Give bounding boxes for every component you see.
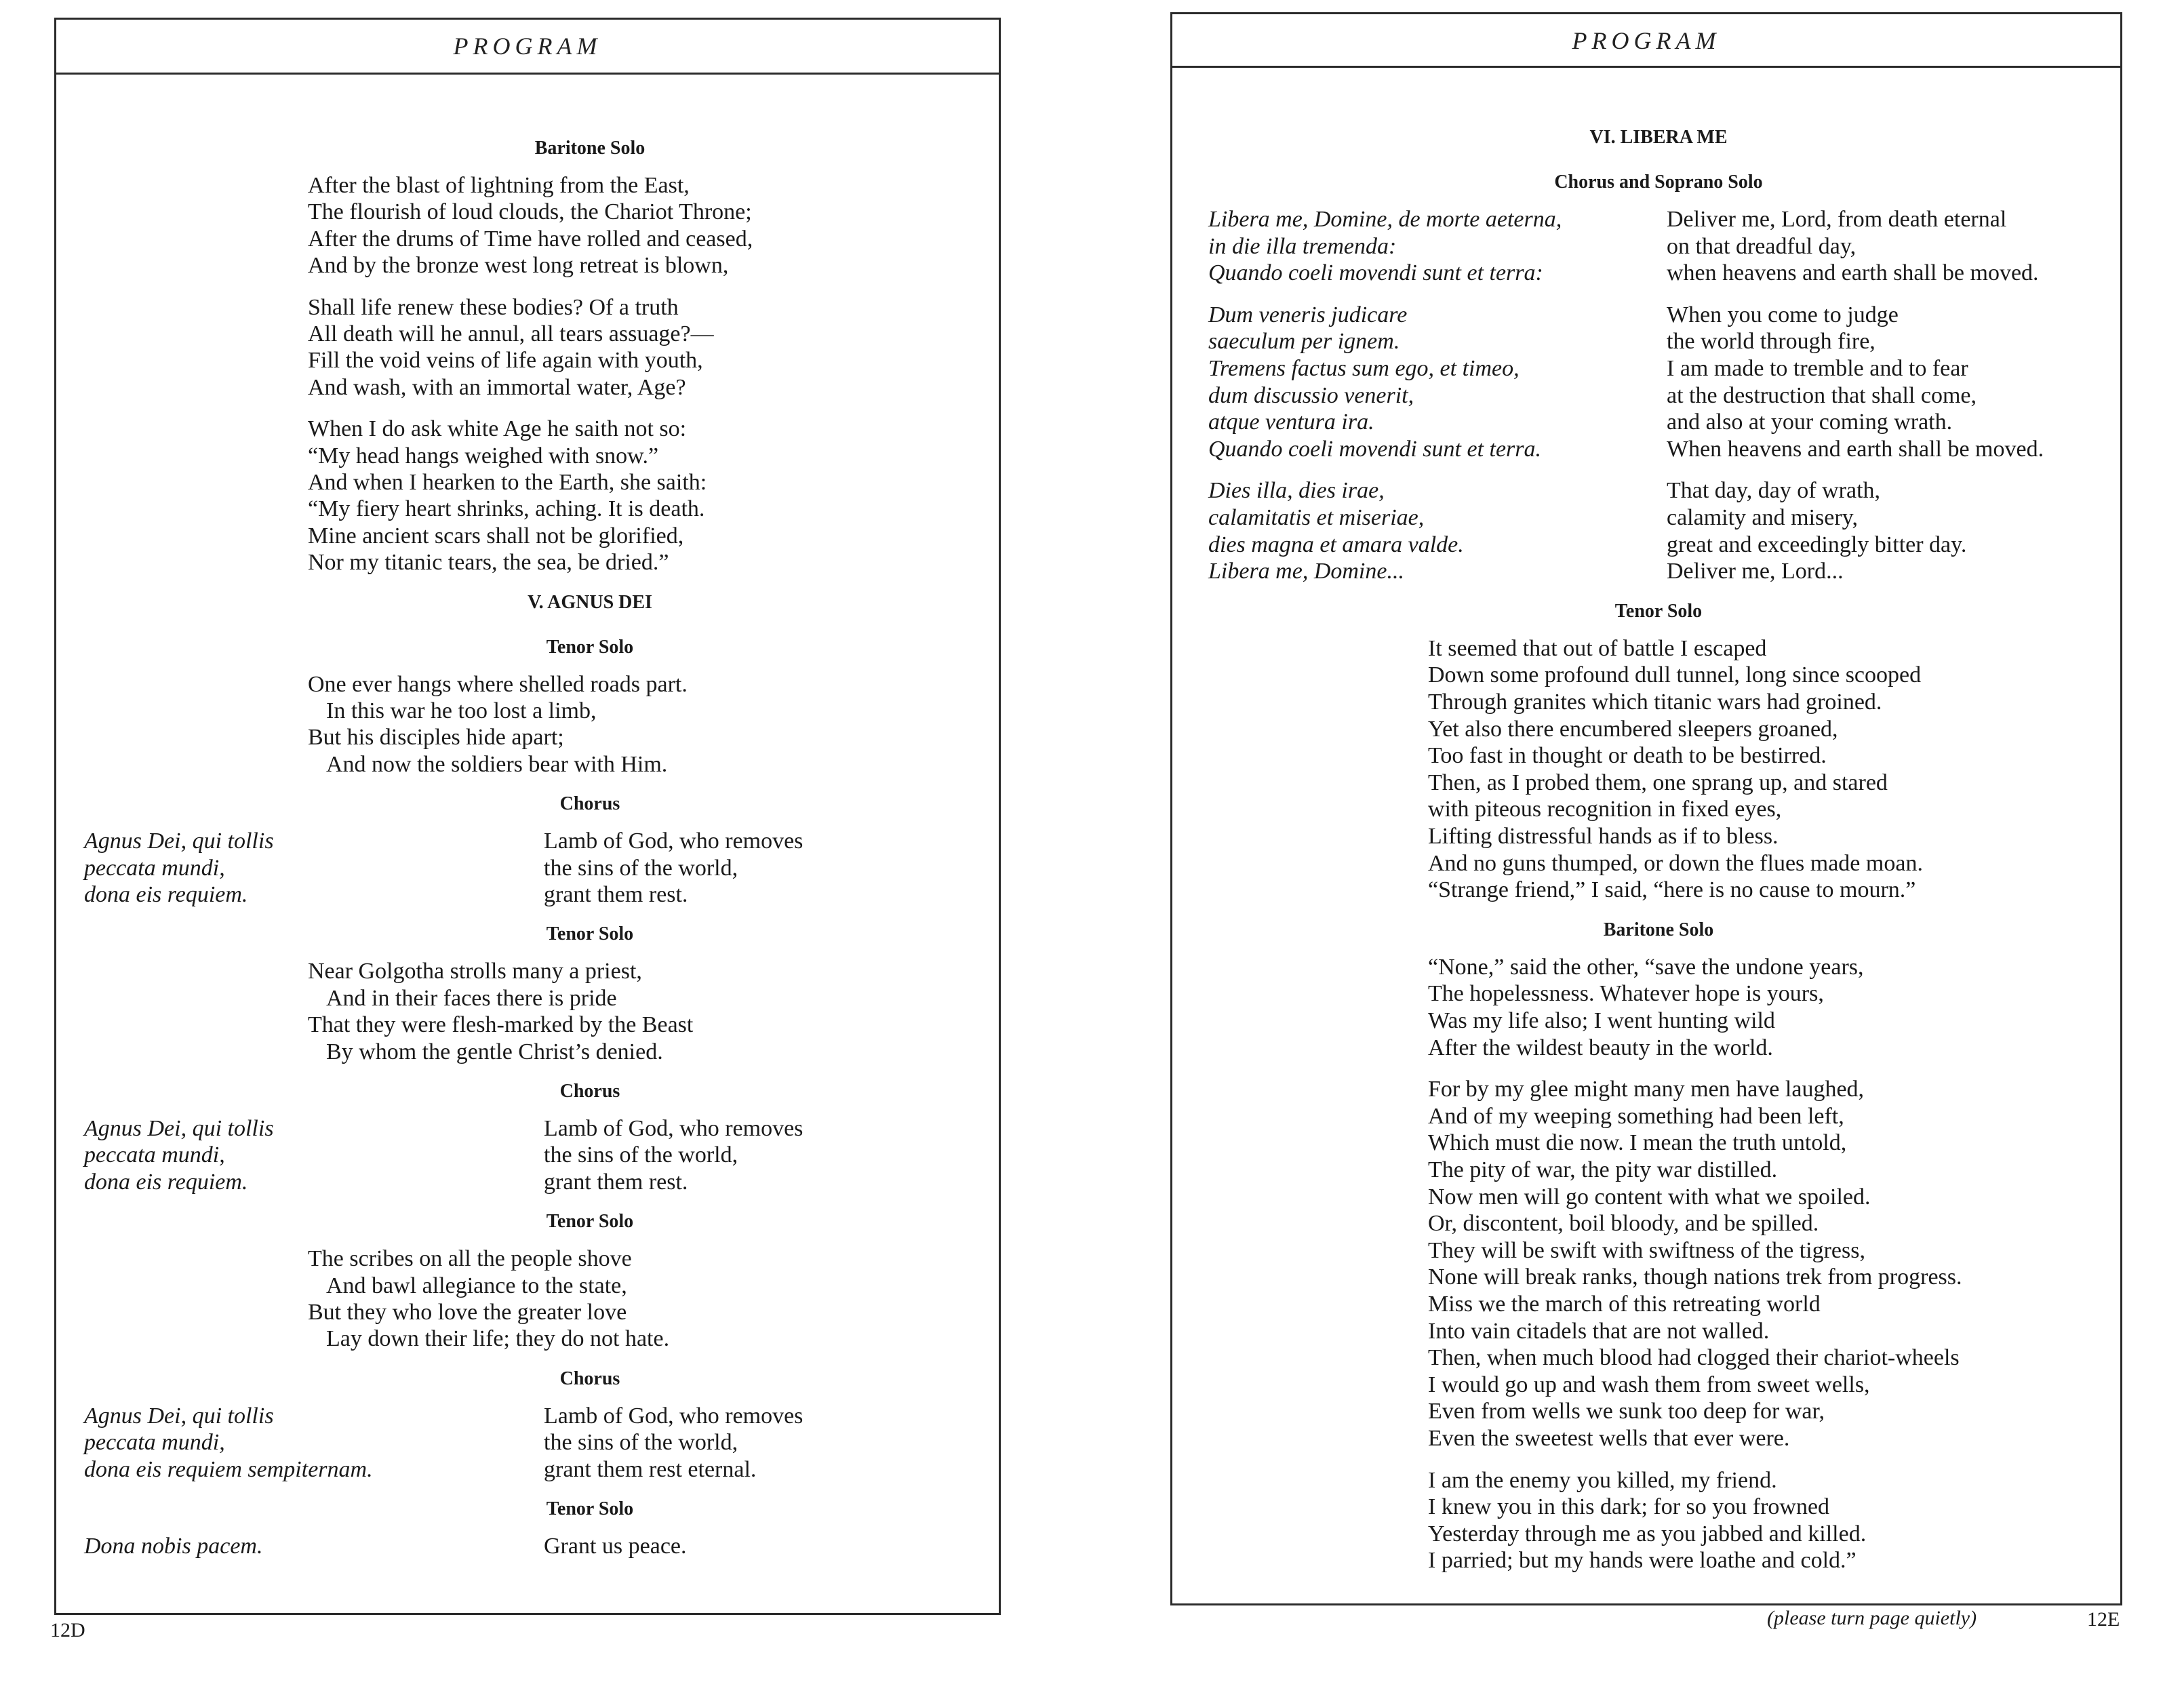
latin-line: saeculum per ignem. (1208, 329, 1400, 355)
section-heading: VI. LIBERA ME (1589, 127, 1728, 148)
latin-line: dona eis requiem. (84, 882, 248, 907)
poem-line: The hopelessness. Whatever hope is yours, (1428, 981, 1824, 1007)
poem-line: Yesterday through me as you jabbed and killed. (1428, 1521, 1867, 1546)
poem-line: “None,” said the other, “save the undone years, (1428, 954, 1864, 980)
poem-line: And bawl allegiance to the state, (326, 1273, 627, 1298)
poem-line: Mine ancient scars shall not be glorified, (308, 523, 684, 548)
poem-line: The pity of war, the pity war distilled. (1428, 1157, 1778, 1182)
latin-line: dona eis requiem sempiternam. (84, 1456, 373, 1482)
english-line: Grant us peace. (544, 1534, 687, 1559)
poem-line: Which must die now. I mean the truth untold, (1428, 1130, 1847, 1156)
english-line: the sins of the world, (544, 855, 738, 881)
poem-line: Miss we the march of this retreating world (1428, 1292, 1821, 1317)
english-line: Lamb of God, who removes (544, 1403, 803, 1429)
section-heading: Tenor Solo (546, 923, 634, 945)
latin-line: Agnus Dei, qui tollis (84, 1116, 274, 1141)
poem-line: “My fiery heart shrinks, aching. It is death. (308, 496, 705, 522)
latin-line: peccata mundi, (84, 855, 225, 881)
poem-line: When I do ask white Age he saith not so: (308, 416, 687, 442)
latin-line: dies magna et amara valde. (1208, 532, 1464, 557)
latin-line: Quando coeli movendi sunt et terra: (1208, 260, 1543, 286)
english-line: When heavens and earth shall be moved. (1667, 436, 2044, 462)
poem-line: And by the bronze west long retreat is blown, (308, 253, 729, 279)
latin-line: Agnus Dei, qui tollis (84, 1403, 274, 1429)
english-line: when heavens and earth shall be moved. (1667, 260, 2039, 286)
section-heading: Tenor Solo (546, 1211, 634, 1233)
poem-line: Down some profound dull tunnel, long since scooped (1428, 662, 1922, 688)
poem-line: Too fast in thought or death to be bestirred. (1428, 743, 1827, 769)
english-line: on that dreadful day, (1667, 233, 1857, 259)
poem-line: Lifting distressful hands as if to bless. (1428, 824, 1779, 849)
poem-line: And in their faces there is pride (326, 985, 617, 1011)
section-heading: Chorus (559, 793, 620, 815)
left-page-header: PROGRAM (453, 33, 602, 60)
poem-line: Shall life renew these bodies? Of a truth (308, 294, 679, 320)
english-line: Deliver me, Lord, from death eternal (1667, 207, 2007, 232)
english-line: Lamb of God, who removes (544, 828, 803, 854)
english-line: the sins of the world, (544, 1430, 738, 1456)
poem-line: All death will he annul, all tears assuage?— (308, 321, 714, 346)
latin-line: in die illa tremenda: (1208, 233, 1397, 259)
latin-line: calamitatis et miseriae, (1208, 505, 1425, 530)
poem-line: Into vain citadels that are not walled. (1428, 1318, 1770, 1344)
poem-line: Or, discontent, boil bloody, and be spilled. (1428, 1211, 1819, 1237)
english-line: great and exceedingly bitter day. (1667, 532, 1967, 557)
poem-line: For by my glee might many men have laughed, (1428, 1077, 1865, 1102)
latin-line: Libera me, Domine, de morte aeterna, (1208, 207, 1562, 232)
poem-line: And when I hearken to the Earth, she saith: (308, 470, 707, 495)
section-heading: Chorus (559, 1081, 620, 1102)
section-heading: Tenor Solo (546, 1498, 634, 1519)
poem-line: The scribes on all the people shove (308, 1246, 632, 1272)
poem-line: They will be swift with swiftness of the tigress, (1428, 1237, 1865, 1263)
poem-line: Near Golgotha strolls many a priest, (308, 959, 642, 984)
english-line: the world through fire, (1667, 329, 1875, 355)
poem-line: Then, as I probed them, one sprang up, and stared (1428, 770, 1888, 795)
poem-line: But they who love the greater love (308, 1300, 627, 1325)
poem-line: And no guns thumped, or down the flues made moan. (1428, 850, 1923, 876)
english-line: the sins of the world, (544, 1142, 738, 1168)
section-heading: Baritone Solo (1603, 919, 1714, 940)
latin-line: atque ventura ira. (1208, 410, 1374, 435)
english-line: I am made to tremble and to fear (1667, 356, 1968, 381)
latin-line: peccata mundi, (84, 1430, 225, 1456)
section-heading: Tenor Solo (546, 636, 634, 658)
poem-line: “My head hangs weighed with snow.” (308, 443, 659, 468)
section-heading: Baritone Solo (534, 138, 646, 159)
turn-page-note: (please turn page quietly) (1767, 1607, 1977, 1629)
poem-line: None will break ranks, though nations trek from progress. (1428, 1264, 1962, 1290)
latin-line: Quando coeli movendi sunt et terra. (1208, 436, 1542, 462)
poem-line: That they were flesh-marked by the Beast (308, 1012, 694, 1038)
section-heading: Chorus (559, 1367, 620, 1389)
latin-line: Dum veneris judicare (1208, 302, 1408, 327)
poem-line: Through granites which titanic wars had groined. (1428, 690, 1882, 715)
right-page-header: PROGRAM (1572, 27, 1721, 54)
poem-line: After the wildest beauty in the world. (1428, 1035, 1773, 1060)
english-line: When you come to judge (1667, 302, 1899, 327)
english-line: at the destruction that shall come, (1667, 382, 1977, 408)
section-heading: V. AGNUS DEI (528, 591, 652, 613)
poem-line: Even the sweetest wells that ever were. (1428, 1426, 1790, 1451)
english-line: Deliver me, Lord... (1667, 559, 1844, 584)
poem-line: It seemed that out of battle I escaped (1428, 635, 1767, 661)
english-line: grant them rest. (544, 882, 688, 907)
english-line: grant them rest. (544, 1169, 688, 1195)
poem-line: And of my weeping something had been left, (1428, 1103, 1844, 1129)
poem-line: Then, when much blood had clogged their chariot-wheels (1428, 1345, 1960, 1371)
english-line: and also at your coming wrath. (1667, 410, 1953, 435)
poem-line: “Strange friend,” I said, “here is no cause to mourn.” (1428, 877, 1916, 903)
poem-line: I would go up and wash them from sweet wells, (1428, 1372, 1870, 1397)
latin-line: dum discussio venerit, (1208, 382, 1414, 408)
latin-line: dona eis requiem. (84, 1169, 248, 1195)
latin-line: Libera me, Domine... (1208, 559, 1404, 584)
poem-line: Was my life also; I went hunting wild (1428, 1008, 1775, 1033)
right-page-content (1170, 12, 2122, 1605)
latin-line: Dona nobis pacem. (84, 1534, 263, 1559)
poem-line: Lay down their life; they do not hate. (326, 1326, 670, 1352)
latin-line: Dies illa, dies irae, (1208, 478, 1385, 504)
poem-line: But his disciples hide apart; (308, 725, 564, 751)
poem-line: I am the enemy you killed, my friend. (1428, 1467, 1777, 1493)
english-line: calamity and misery, (1667, 505, 1858, 530)
section-heading: Tenor Solo (1614, 600, 1703, 622)
poem-line: Nor my titanic tears, the sea, be dried.” (308, 550, 669, 576)
left-page-content (54, 18, 1001, 1615)
poem-line: And now the soldiers bear with Him. (326, 751, 668, 777)
latin-line: Tremens factus sum ego, et timeo, (1208, 356, 1520, 381)
poem-line: Even from wells we sunk too deep for war, (1428, 1399, 1825, 1424)
poem-line: After the blast of lightning from the East, (308, 173, 690, 198)
poem-line: I knew you in this dark; for so you frowned (1428, 1494, 1830, 1520)
poem-line: The flourish of loud clouds, the Chariot Throne; (308, 199, 752, 225)
poem-line: Now men will go content with what we spoiled. (1428, 1184, 1871, 1210)
poem-line: One ever hangs where shelled roads part. (308, 671, 688, 697)
poem-line: In this war he too lost a limb, (326, 698, 597, 723)
latin-line: Agnus Dei, qui tollis (84, 828, 274, 854)
section-heading: Chorus and Soprano Solo (1554, 172, 1763, 193)
poem-line: After the drums of Time have rolled and ceased, (308, 226, 753, 252)
latin-line: peccata mundi, (84, 1142, 225, 1168)
english-line: Lamb of God, who removes (544, 1116, 803, 1141)
poem-line: And wash, with an immortal water, Age? (308, 374, 686, 400)
right-page-number: 12E (2087, 1608, 2120, 1631)
left-page-number: 12D (50, 1619, 85, 1641)
poem-line: I parried; but my hands were loathe and cold.” (1428, 1548, 1857, 1574)
poem-line: Fill the void veins of life again with youth, (308, 348, 703, 374)
poem-line: with piteous recognition in fixed eyes, (1428, 797, 1782, 822)
poem-line: Yet also there encumbered sleepers groaned, (1428, 716, 1838, 742)
poem-line: By whom the gentle Christ’s denied. (326, 1039, 663, 1064)
english-line: grant them rest eternal. (544, 1456, 757, 1482)
english-line: That day, day of wrath, (1667, 478, 1881, 504)
